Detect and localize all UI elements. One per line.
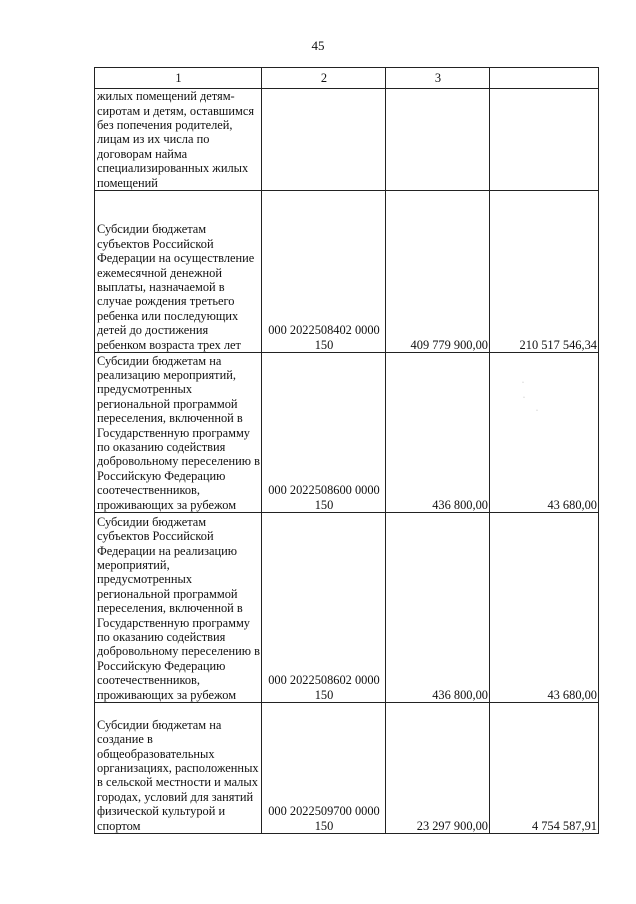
row-actual-amount: 43 680,00 <box>490 513 599 703</box>
row-name: Субсидии бюджетам субъектов Российской Федерации на осуществление ежемесячной денежной выплаты, назначаемой в случае рождения третьего ребенка или последующих детей до достижения ребенком возраста трех лет <box>95 191 262 353</box>
table-row <box>95 353 599 513</box>
row-code: 000 2022508600 0000 150 <box>262 353 386 513</box>
row-name: Субсидии бюджетам на создание в общеобразовательных организациях, расположенных в сельской местности и малых городах, условий для занятий физической культурой и спортом <box>95 703 262 834</box>
header-col-3: 3 <box>386 68 490 89</box>
row-actual-amount: 43 680,00 <box>490 353 599 513</box>
header-col-2: 2 <box>262 68 386 89</box>
table-row <box>95 191 599 353</box>
page-number: 45 <box>311 38 325 53</box>
row-actual-amount: 210 517 546,34 <box>490 191 599 353</box>
row-name: Субсидии бюджетам субъектов Российской Федерации на реализацию мероприятий, предусмотренных региональной программой переселения, включенной в Государственную программу по оказанию содействия добровольному переселению в Российскую Федерацию соотечественников, проживающих за рубежом <box>95 513 262 703</box>
row-name: жилых помещений детям-сиротам и детям, оставшимся без попечения родителей, лицам из их числа по договорам найма специализированных жилых помещений <box>95 89 262 191</box>
row-name: Субсидии бюджетам на реализацию мероприятий, предусмотренных региональной программой переселения, включенной в Государственную программу по оказанию содействия добровольному переселению в Российскую Федерацию соотечественников, проживающих за рубежом <box>95 353 262 513</box>
row-plan-amount <box>386 89 490 191</box>
row-code <box>262 89 386 191</box>
row-code: 000 2022509700 0000 150 <box>262 703 386 834</box>
row-actual-amount: 4 754 587,91 <box>490 703 599 834</box>
row-code: 000 2022508602 0000 150 <box>262 513 386 703</box>
scan-speck: · <box>522 380 524 386</box>
row-plan-amount: 436 800,00 <box>386 353 490 513</box>
scan-speck: · <box>536 408 538 414</box>
row-code: 000 2022508402 0000 150 <box>262 191 386 353</box>
row-plan-amount: 409 779 900,00 <box>386 191 490 353</box>
budget-table <box>94 67 599 834</box>
header-col-1: 1 <box>95 68 262 89</box>
header-col-4 <box>490 68 599 89</box>
row-plan-amount: 23 297 900,00 <box>386 703 490 834</box>
table-header-row <box>95 68 599 89</box>
row-plan-amount: 436 800,00 <box>386 513 490 703</box>
table-row <box>95 703 599 834</box>
table-row <box>95 513 599 703</box>
scan-speck: · <box>523 395 525 401</box>
row-actual-amount <box>490 89 599 191</box>
table-row <box>95 89 599 191</box>
